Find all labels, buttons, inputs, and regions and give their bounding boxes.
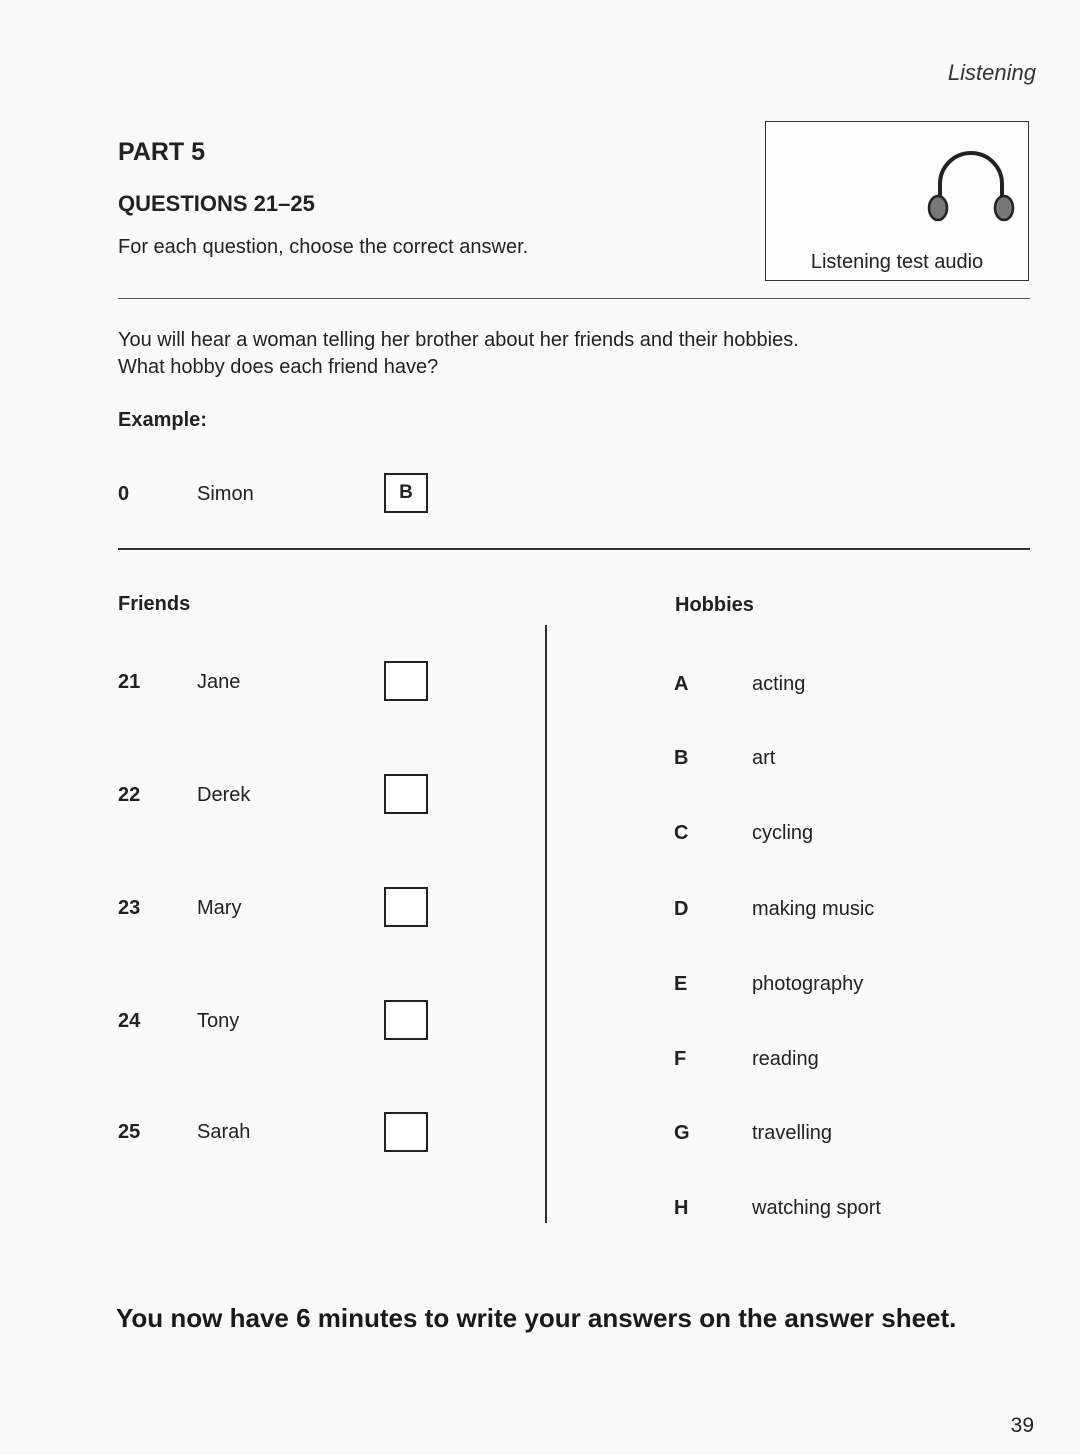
question-number: 24 [118, 1010, 141, 1032]
friends-heading: Friends [118, 593, 191, 615]
instruction-text: For each question, choose the correct answer. [118, 236, 529, 258]
hobby-letter: F [674, 1048, 687, 1070]
hobby-name: art [752, 747, 776, 769]
questions-range: QUESTIONS 21–25 [118, 191, 315, 216]
hobbies-heading: Hobbies [675, 594, 754, 616]
example-number: 0 [118, 483, 130, 505]
friend-name: Tony [197, 1010, 240, 1032]
divider [118, 298, 1030, 299]
closing-instruction: You now have 6 minutes to write your answers on the answer sheet. [116, 1303, 957, 1333]
question-number: 23 [118, 897, 141, 919]
audio-label: Listening test audio [810, 251, 984, 273]
hobby-name: travelling [752, 1122, 833, 1144]
hobby-letter: C [674, 822, 689, 844]
hobby-letter: B [674, 747, 689, 769]
audio-player[interactable] [765, 121, 1029, 281]
column-divider [545, 625, 547, 1223]
part-title: PART 5 [118, 138, 206, 166]
hobby-name: watching sport [752, 1197, 881, 1219]
hobby-letter: E [674, 973, 688, 995]
hobby-name: acting [752, 673, 806, 695]
answer-box-21[interactable] [384, 661, 428, 701]
hobby-name: reading [752, 1048, 819, 1070]
hobby-name: making music [752, 898, 875, 920]
intro-line-2: What hobby does each friend have? [118, 356, 439, 378]
example-answer-box: B [384, 473, 428, 513]
answer-box-22[interactable] [384, 774, 428, 814]
answer-box-23[interactable] [384, 887, 428, 927]
hobby-letter: H [674, 1197, 689, 1219]
hobby-name: photography [752, 973, 864, 995]
question-number: 22 [118, 784, 141, 806]
hobby-name: cycling [752, 822, 814, 844]
question-number: 21 [118, 671, 141, 693]
hobby-letter: A [674, 673, 689, 695]
question-number: 25 [118, 1121, 141, 1143]
example-label: Example: [118, 409, 207, 431]
friend-name: Jane [197, 671, 241, 693]
hobby-letter: D [674, 898, 689, 920]
example-name: Simon [197, 483, 254, 505]
intro-line-1: You will hear a woman telling her brother about her friends and their hobbies. [118, 329, 799, 351]
section-label: Listening [947, 60, 1036, 85]
answer-box-25[interactable] [384, 1112, 428, 1152]
friend-name: Mary [197, 897, 242, 919]
friend-name: Derek [197, 784, 251, 806]
divider [118, 548, 1030, 550]
page-number: 39 [1010, 1414, 1034, 1437]
headphones-icon [926, 146, 1016, 226]
friend-name: Sarah [197, 1121, 251, 1143]
answer-box-24[interactable] [384, 1000, 428, 1040]
hobby-letter: G [674, 1122, 690, 1144]
